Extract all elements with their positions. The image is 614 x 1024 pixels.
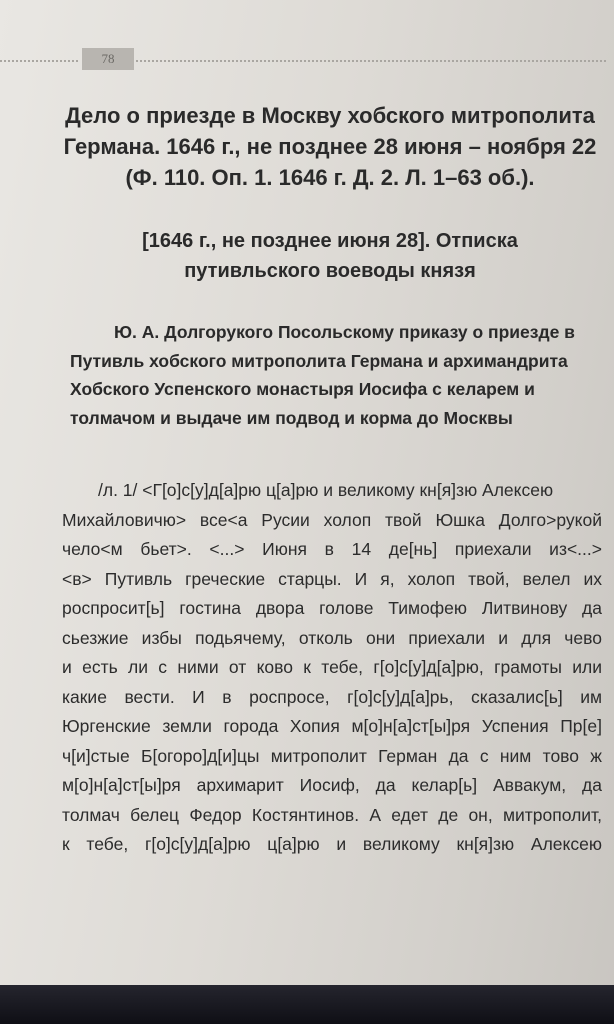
body-line: и есть ли с ними от ково к тебе, г[о]с[у]д[а]рю, грамоты или xyxy=(62,657,602,677)
document-heading xyxy=(70,318,600,432)
body-line: какие вести. И в роспросе, г[о]с[у]д[а]рь, сказалис[ь] им xyxy=(62,686,602,707)
body-line: ч[и]стые Б[огоро]д[и]цы митрополит Герман да с ним тово ж xyxy=(62,745,602,766)
title-line: (Ф. 110. Оп. 1. 1646 г. Д. 2. Л. 1–63 об.). xyxy=(125,165,535,190)
body-line: к тебе, г[о]с[у]д[а]рю ц[а]рю и великому кн[я]зю Алексею xyxy=(62,834,602,854)
document-subheading xyxy=(100,226,560,286)
title-line: Дело о приезде в Москву хобского митрополита xyxy=(65,103,595,128)
title-line: Германа. 1646 г., не позднее 28 июня – ноября 22 xyxy=(63,134,597,159)
body-line: Михайловичю> все<а Русии холоп твой Юшка Долго>рукой xyxy=(62,509,602,530)
body-line: чело<м бьет>. <...> Июня в 14 де[нь] приехали из<...> xyxy=(62,539,602,559)
subheading-line: [1646 г., не позднее июня 28]. Отписка xyxy=(142,230,518,252)
subheading-line: путивльского воеводы князя xyxy=(184,260,476,282)
body-line: Юргенские земли города Хопия м[о]н[а]ст[ы]ря Успения Пр[е] xyxy=(62,716,602,736)
body-text xyxy=(62,476,602,860)
body-line: <в> Путивль греческие старцы. И я, холоп твой, велел их xyxy=(62,568,602,589)
page-bottom-shadow xyxy=(0,985,614,1024)
heading-line: толмачом и выдаче им подвод и корма до Москвы xyxy=(70,407,513,428)
heading-line: Хобского Успенского монастыря Иосифа с келарем и xyxy=(70,379,535,399)
page-number: 78 xyxy=(82,48,134,70)
body-line: толмач белец Федор Костянтинов. А едет де он, митрополит, xyxy=(62,804,602,825)
body-line: /л. 1/ <Г[о]с[у]д[а]рю ц[а]рю и великому кн[я]зю Алексею xyxy=(98,480,554,500)
document-title xyxy=(60,100,600,193)
body-line: роспросит[ь] гостина двора голове Тимофею Литвинову да xyxy=(62,598,602,618)
heading-line: Ю. А. Долгорукого Посольскому приказу о приезде в xyxy=(114,322,575,342)
heading-line: Путивль хобского митрополита Германа и архимандрита xyxy=(70,350,568,371)
body-line: сьезжие избы подьячему, отколь они приехали и для чево xyxy=(62,627,602,648)
header-rule-left xyxy=(0,60,78,62)
header-rule-right xyxy=(136,60,606,62)
body-line: м[о]н[а]ст[ы]ря архимарит Иосиф, да келар[ь] Аввакум, да xyxy=(62,775,602,795)
